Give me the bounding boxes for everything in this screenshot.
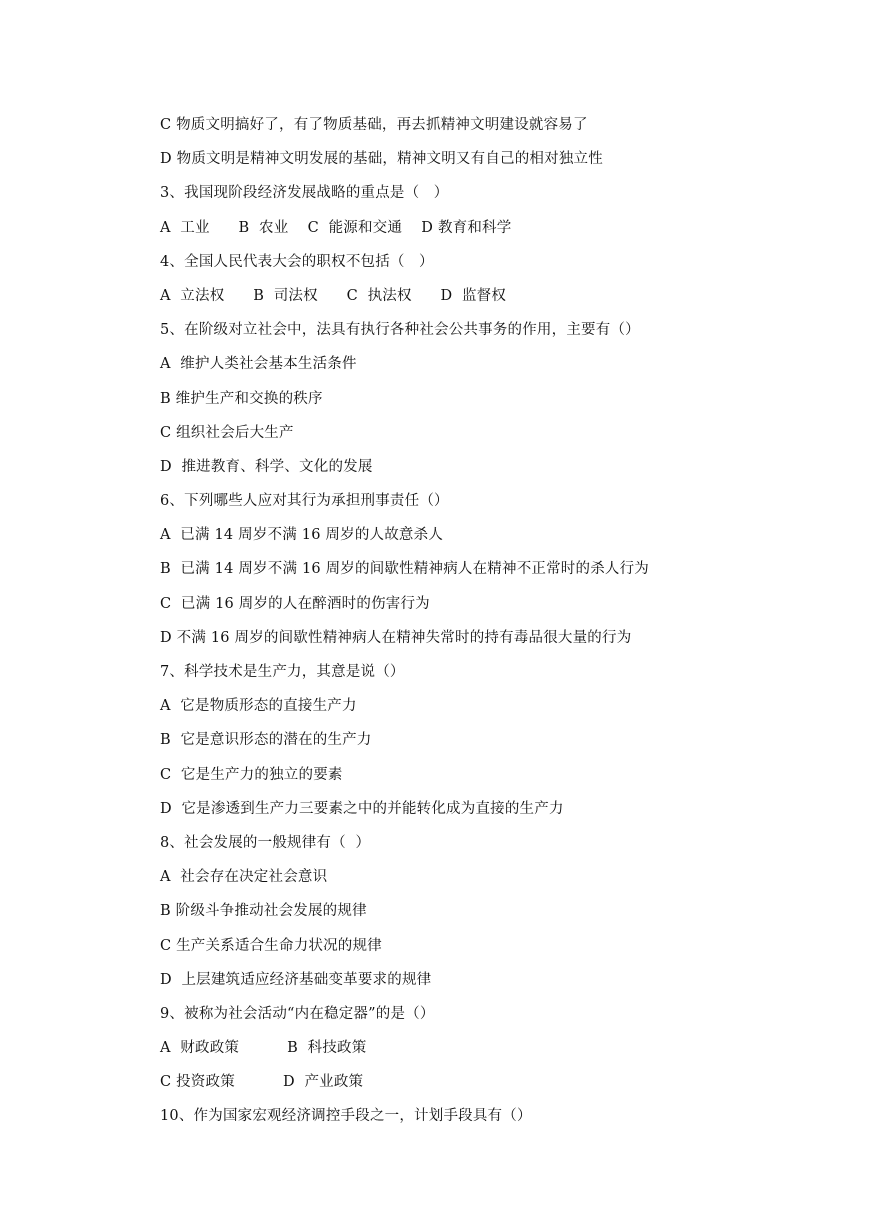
option-line: A 立法权 B 司法权 C 执法权 D 监督权 <box>160 287 507 304</box>
option-line: B 它是意识形态的潜在的生产力 <box>160 732 372 749</box>
question-line: 5、在阶级对立社会中，法具有执行各种社会公共事务的作用，主要有（） <box>160 322 640 339</box>
option-line: A 它是物质形态的直接生产力 <box>160 698 357 715</box>
option-line: C 组织社会后大生产 <box>160 424 294 441</box>
option-line: D 物质文明是精神文明发展的基础，精神文明又有自己的相对独立性 <box>160 151 603 168</box>
option-line: C 投资政策 D 产业政策 <box>160 1074 364 1091</box>
question-line: 4、全国人民代表大会的职权不包括（ ） <box>160 253 434 270</box>
question-line: 8、社会发展的一般规律有（ ） <box>160 834 371 851</box>
option-line: D 不满 16 周岁的间歇性精神病人在精神失常时的持有毒品很大量的行为 <box>160 629 632 646</box>
option-line: C 物质文明搞好了，有了物质基础，再去抓精神文明建设就容易了 <box>160 117 588 133</box>
option-line: C 生产关系适合生命力状况的规律 <box>160 937 382 954</box>
option-line: B 阶级斗争推动社会发展的规律 <box>160 903 367 920</box>
option-line: A 已满 14 周岁不满 16 周岁的人故意杀人 <box>160 527 444 544</box>
option-line: A 维护人类社会基本生活条件 <box>160 356 357 373</box>
question-line: 10、作为国家宏观经济调控手段之一，计划手段具有（） <box>160 1108 532 1125</box>
option-line: A 财政政策 B 科技政策 <box>160 1040 367 1057</box>
option-line: A 工业 B 农业 C 能源和交通 D 教育和科学 <box>160 219 512 236</box>
option-line: C 已满 16 周岁的人在醉酒时的伤害行为 <box>160 595 430 612</box>
question-line: 9、被称为社会活动“内在稳定器”的是（） <box>160 1005 435 1022</box>
option-line: B 已满 14 周岁不满 16 周岁的间歇性精神病人在精神不正常时的杀人行为 <box>160 561 650 578</box>
option-line: A 社会存在决定社会意识 <box>160 869 328 886</box>
option-line: D 上层建筑适应经济基础变革要求的规律 <box>160 971 432 988</box>
question-line: 3、我国现阶段经济发展战略的重点是（ ） <box>160 185 449 202</box>
option-line: D 它是渗透到生产力三要素之中的并能转化成为直接的生产力 <box>160 800 564 817</box>
exam-question-text <box>160 108 720 1134</box>
option-line: D 推进教育、科学、文化的发展 <box>160 458 373 475</box>
question-line: 7、科学技术是生产力，其意是说（） <box>160 664 405 680</box>
option-line: C 它是生产力的独立的要素 <box>160 766 343 783</box>
question-line: 6、下列哪些人应对其行为承担刑事责任（） <box>160 493 449 510</box>
option-line: B 维护生产和交换的秩序 <box>160 390 323 407</box>
